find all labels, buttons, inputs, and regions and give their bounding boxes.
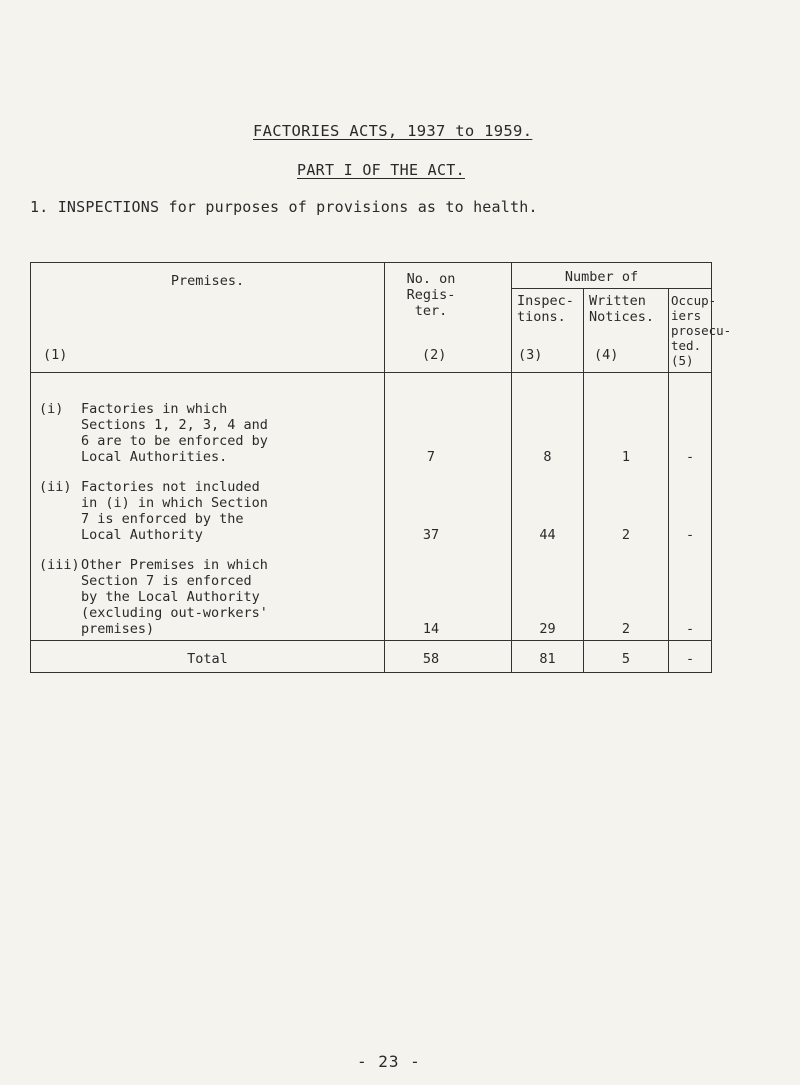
inspections-cell	[512, 373, 584, 641]
header-notices-num: (4)	[594, 347, 619, 363]
header-prosecuted	[669, 289, 732, 373]
header-inspections	[512, 289, 584, 373]
inspections-table	[30, 262, 732, 673]
register-value: 37	[422, 527, 440, 543]
header-prosecuted-line3: prosecu-	[671, 323, 732, 338]
row-line: Section 7 is enforced	[81, 573, 252, 589]
total-label: Total	[187, 651, 228, 667]
table-row	[31, 479, 384, 557]
page-number: - 23 -	[357, 1052, 421, 1071]
header-register-line1: No. on	[406, 271, 456, 287]
total-register: 58	[422, 651, 440, 667]
header-prosecuted-line4: ted.	[671, 338, 702, 353]
document-subtitle: PART I OF THE ACT.	[297, 161, 465, 179]
notices-value: 1	[621, 449, 631, 465]
header-register-num: (2)	[422, 347, 447, 363]
inspections-value: 8	[543, 449, 552, 465]
row-number: (i)	[39, 401, 64, 417]
section-heading: 1. INSPECTIONS for purposes of provisions as to health.	[30, 198, 538, 216]
inspections-value: 29	[539, 621, 556, 637]
register-value: 14	[422, 621, 440, 637]
row-line: in (i) in which Section	[81, 495, 268, 511]
row-line: Local Authorities.	[81, 449, 228, 465]
total-inspections: 81	[539, 651, 556, 667]
inspections-value: 44	[539, 527, 556, 543]
table-row	[31, 557, 384, 637]
notices-value: 2	[621, 621, 631, 637]
row-line: by the Local Authority	[81, 589, 260, 605]
total-label-cell	[31, 641, 385, 673]
prosecuted-value: -	[685, 527, 695, 543]
header-inspections-line1: Inspec-	[517, 293, 574, 309]
row-line: 7 is enforced by the	[81, 511, 244, 527]
register-value: 7	[426, 449, 436, 465]
row-line: (excluding out-workers'	[81, 605, 268, 621]
total-prosecuted: -	[685, 651, 695, 667]
notices-value: 2	[621, 527, 631, 543]
header-prosecuted-line2: iers	[671, 308, 702, 323]
header-inspections-num: (3)	[518, 347, 543, 363]
premises-cell	[31, 373, 385, 641]
table-row	[31, 401, 384, 479]
total-notices: 5	[621, 651, 631, 667]
row-line: Local Authority	[81, 527, 203, 543]
total-row	[31, 641, 712, 673]
header-premises-label: Premises.	[170, 273, 245, 289]
data-rows	[31, 373, 712, 641]
row-number: (ii)	[39, 479, 72, 495]
register-cell	[385, 373, 512, 641]
header-notices-line2: Notices.	[589, 309, 655, 325]
header-prosecuted-num: (5)	[671, 353, 694, 368]
header-register-line2: Regis-	[406, 287, 456, 303]
header-inspections-line2: tions.	[517, 309, 566, 325]
prosecuted-cell	[669, 373, 712, 641]
row-line: premises)	[81, 621, 155, 637]
row-line: Other Premises in which	[81, 557, 268, 573]
header-register	[385, 263, 512, 373]
row-line: Factories not included	[81, 479, 260, 495]
row-line: Factories in which	[81, 401, 228, 417]
header-notices-line1: Written	[589, 293, 646, 309]
header-number-of-label: Number of	[564, 269, 639, 285]
header-register-line3: ter.	[414, 303, 448, 319]
prosecuted-value: -	[685, 621, 695, 637]
header-prosecuted-line1: Occup-	[671, 293, 717, 308]
row-line: Sections 1, 2, 3, 4 and	[81, 417, 268, 433]
header-premises-num: (1)	[43, 347, 68, 363]
header-number-of	[512, 263, 712, 289]
prosecuted-value: -	[685, 449, 695, 465]
header-notices	[584, 289, 669, 373]
row-line: 6 are to be enforced by	[81, 433, 268, 449]
notices-cell	[584, 373, 669, 641]
document-title: FACTORIES ACTS, 1937 to 1959.	[253, 122, 533, 140]
header-premises	[31, 263, 385, 373]
row-number: (iii)	[39, 557, 80, 573]
